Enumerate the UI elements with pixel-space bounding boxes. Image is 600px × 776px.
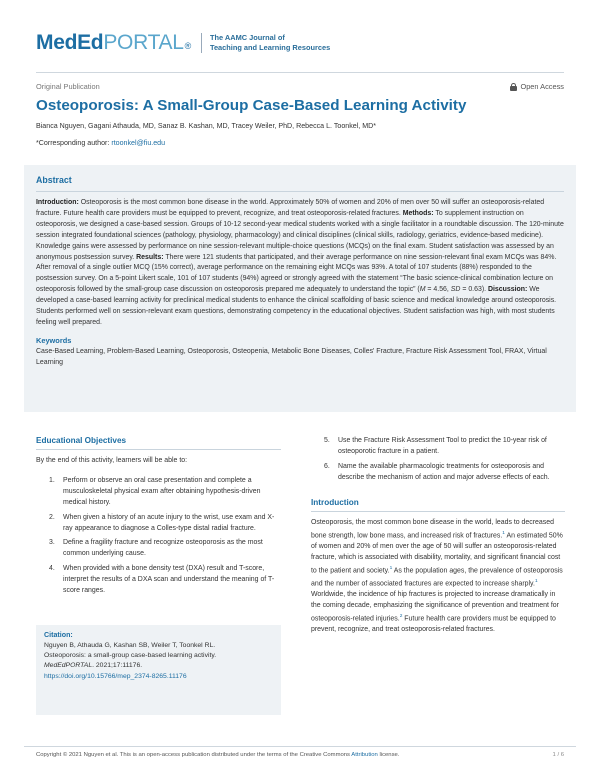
abstract-intro-label: Introduction:: [36, 199, 79, 206]
introduction-heading: Introduction: [311, 498, 565, 512]
header-divider: [36, 72, 564, 73]
journal-tagline: [201, 33, 330, 53]
intro-sentence: An estimated 50% of women and 20% of men over the age of 50 will suffer an osteoporosis-related fracture, which is associated with disability, mortality, and significant financial cost to the patient and society.: [311, 531, 563, 574]
objective-text: Perform or observe an oral case presentation and complete a musculoskeletal physical exam after obtaining hypothesis-driven medical history.: [63, 476, 261, 506]
abstract-heading: Abstract: [36, 175, 564, 192]
introduction-paragraph: [311, 518, 565, 636]
objectives-heading: Educational Objectives: [36, 436, 281, 450]
abstract-box: [24, 165, 576, 412]
reference-link[interactable]: 2: [399, 613, 403, 619]
abstract-methods-text: To supplement instruction on osteoporosis, we designed a case-based session. Groups of 10-12 second-year medical students worked with a single facilitator in a roundtable discussion. The 120-minute session integrated foundational sciences (pathology, physiology, pharmacology) and clinical disciplines (clinical skills, radiology, geriatrics, evidence-based medicine). Knowledge gains were assessed by performance on nine session-relevant multiple-choice questions (MCQs) on the final exam. Student satisfaction was assessed by an anonymous postsession survey.: [36, 209, 564, 261]
objectives-list-continued: [311, 436, 565, 484]
reference-link[interactable]: 1: [534, 578, 538, 584]
abstract-results-mean-symbol: M: [419, 286, 426, 294]
objective-text: Use the Fracture Risk Assessment Tool to predict the 10-year risk of osteoporotic fracture in a patient.: [338, 437, 547, 455]
footer-divider: [24, 746, 576, 747]
abstract-results-text-c: = 0.63).: [460, 286, 488, 294]
reference-link[interactable]: 1: [502, 530, 505, 536]
objective-number: 1.: [49, 476, 55, 484]
abstract-results-label: Results:: [136, 253, 164, 261]
logo-med: MedEd: [36, 31, 104, 54]
logo-portal: PORTAL: [103, 31, 184, 54]
objective-text: When given a history of an acute injury to the wrist, use exam and X-ray appearance to diagnose a Colles-type distal radial fracture.: [63, 513, 275, 532]
article-title: Osteoporosis: A Small-Group Case-Based Learning Activity: [36, 97, 467, 114]
open-access-badge: [510, 82, 564, 91]
objective-item: [311, 462, 565, 484]
reference-link[interactable]: 1: [389, 565, 393, 571]
corresponding-author: [36, 139, 165, 147]
citation-heading: Citation:: [44, 631, 73, 639]
tagline-line-1: The AAMC Journal of: [209, 33, 285, 42]
citation-journal: MedEdPORTAL: [44, 662, 93, 670]
objective-item: [36, 513, 281, 535]
citation-authors: Nguyen B, Athauda G, Kashan SB, Weiler T, Toonkel RL.: [44, 642, 216, 649]
objective-item: [36, 538, 281, 560]
abstract-methods-label: Methods:: [402, 209, 434, 217]
intro-sentence: Osteoporosis, the most common bone disease in the world, leads to decreased bone strength, low bone mass, and increased risk of fractures.: [311, 518, 554, 539]
journal-header: [36, 28, 564, 58]
citation-volume: . 2021;17:11176.: [92, 662, 143, 670]
objective-item: [36, 564, 281, 597]
citation-title: Osteoporosis: a small-group case-based learning activity.: [44, 652, 217, 660]
abstract-results-text-b: = 4.56,: [425, 286, 451, 294]
journal-logo[interactable]: [36, 31, 191, 55]
keywords-list: Case-Based Learning, Problem-Based Learning, Osteoporosis, Osteopenia, Metabolic Bone Diseases, Colles' Fracture, Fracture Risk Assessment Tool, FRAX, Virtual Learning: [36, 347, 547, 366]
copyright-text-b: license.: [377, 752, 400, 758]
objectives-list: [36, 476, 281, 597]
citation-box: [36, 625, 281, 715]
copyright-footer: [36, 752, 399, 758]
copyright-text-a: Copyright © 2021 Nguyen et al. This is an open-access publication distributed under the terms of the Creative Commons: [36, 752, 352, 758]
objective-item: [311, 436, 565, 458]
author-list: Bianca Nguyen, Gagani Athauda, MD, Sanaz B. Kashan, MD, Tracey Weiler, PhD, Rebecca L. Toonkel, MD*: [36, 122, 377, 130]
objectives-lead: By the end of this activity, learners will be able to:: [36, 457, 188, 464]
abstract-results-sd-symbol: SD: [450, 286, 461, 294]
intro-sentence: As the population ages, the prevalence of osteoporosis and the number of associated fractures are expected to increase sharply.: [311, 566, 563, 588]
objective-number: 2.: [49, 513, 55, 521]
objective-number: 4.: [49, 565, 55, 573]
keywords-heading: Keywords: [36, 335, 72, 345]
license-link[interactable]: Attribution: [351, 752, 378, 758]
citation-doi-link[interactable]: https://doi.org/10.15766/mep_2374-8265.11176: [44, 672, 187, 680]
objective-text: Name the available pharmacologic treatments for osteoporosis and describe the mechanism of action and major adverse effects of each.: [338, 462, 550, 481]
right-column: [311, 436, 565, 636]
citation-source: [44, 661, 273, 671]
abstract-text: [36, 198, 564, 329]
objective-number: 3.: [49, 539, 55, 547]
abstract-results-text-a: There were 121 students that participated, and their average performance on nine session-relevant final exam MCQs was 84%. After removal of a single outlier MCQ (15% correct), average performance on the remaining eight MCQs was 93%. A total of 107 students (88%) responded to the postsession survey. On a 5-point Likert scale, 101 of 107 students (94%) agreed or strongly agreed with the statement “The basic science-clinical combination lecture on osteoporosis followed by the small-group case discussion on osteoporosis prepared me adequately to understand the topic” (: [36, 253, 557, 294]
corresponding-label: *Corresponding author:: [36, 139, 112, 147]
abstract-discussion-text: We developed a case-based learning activity for preclinical medical students to enhance the clinical scaffolding of basic science and medical knowledge around osteoporosis. Students performed well on session-relevant exam questions, demonstrating competency in the educational objectives. Student satisfaction was high, with most students feeling well prepared.: [36, 286, 557, 326]
tagline-line-2: Teaching and Learning Resources: [209, 43, 331, 52]
intro-sentence: Future health care providers must be equipped to prevent, recognize, and treat osteoporosis-related fractures.: [311, 615, 556, 634]
abstract-discussion-label: Discussion:: [487, 286, 528, 294]
objective-text: When provided with a bone density test (DXA) result and T-score, interpret the results of a DXA scan and understand the meaning of T-score ranges.: [63, 565, 275, 595]
intro-sentence: Worldwide, the incidence of hip fractures is projected to increase dramatically in the coming decade, emphasizing the significance of prevention and treatment for osteoporosis-related injuries.: [311, 591, 559, 623]
abstract-intro-text: Osteoporosis is the most common bone disease in the world. Approximately 50% of women and 20% of men over 50 will suffer an osteoporosis-related fracture. Future health care providers must be equipped to prevent, recognize, and treat osteoporosis-related fractures.: [36, 199, 545, 217]
objectives-section: [36, 436, 281, 601]
open-access-label: Open Access: [520, 82, 564, 91]
page-number: 1 / 6: [552, 752, 564, 758]
objective-number: 5.: [324, 437, 330, 444]
objective-item: [36, 476, 281, 509]
objective-number: 6.: [324, 462, 330, 470]
objective-text: Define a fragility fracture and recognize osteoporosis as the most common underlying cause.: [63, 539, 263, 558]
publication-type: Original Publication: [36, 82, 100, 91]
logo-registered-mark: ®: [184, 41, 191, 51]
corresponding-email-link[interactable]: rtoonkel@fiu.edu: [111, 139, 166, 147]
lock-icon: [510, 83, 517, 91]
